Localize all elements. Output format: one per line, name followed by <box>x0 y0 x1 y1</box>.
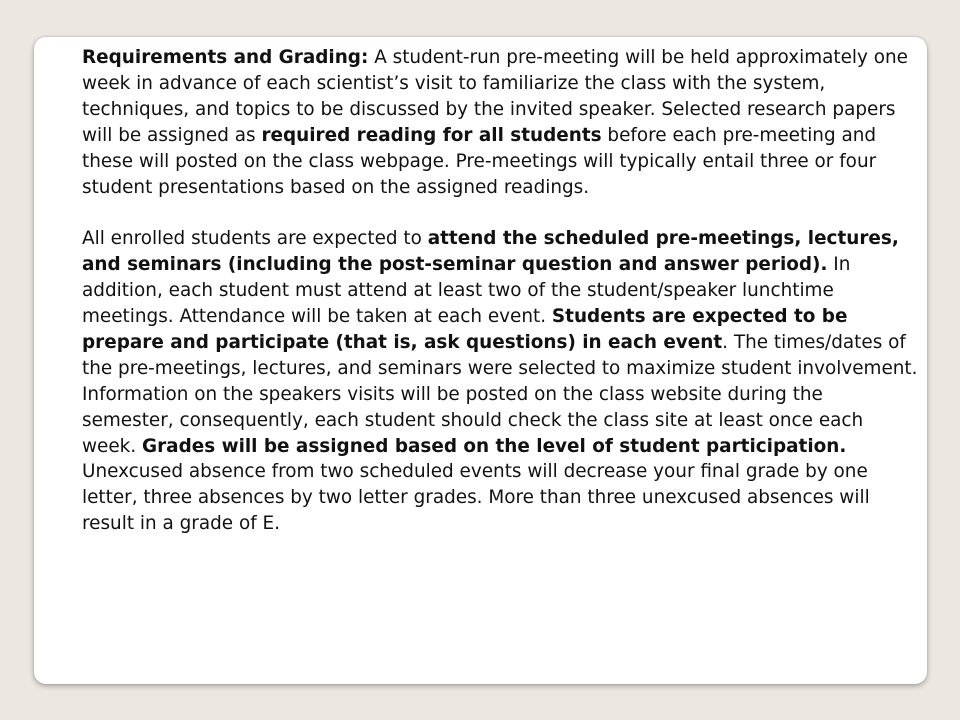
attendance-emphasis: attend the scheduled pre-meetings, lectures, and seminars (including the post-seminar question and answer period). <box>82 228 899 276</box>
paragraph2-text-1: All enrolled students are expected to <box>82 228 428 250</box>
requirements-paragraph <box>82 45 918 200</box>
paragraph1-text-1: A student-run pre-meeting will be held approximately one week in advance of each scientist’s visit to familiarize the class with the system, techniques, and topics to be discussed by the invited speaker. Selected research papers will be assigned as <box>82 47 908 146</box>
attendance-paragraph <box>82 226 918 537</box>
required-reading-emphasis: required reading for all students <box>261 124 602 146</box>
paragraph2-text-2: In addition, each student must attend at least two of the student/speaker lunchtime meetings. Attendance will be taken at each event. <box>82 254 851 328</box>
paragraph1-text-2: before each pre-meeting and these will posted on the class webpage. Pre-meetings will typically entail three or four student presentations based on the assigned readings. <box>82 124 877 198</box>
grading-emphasis: Grades will be assigned based on the level of student participation. <box>142 435 847 457</box>
slide-panel <box>34 37 927 684</box>
paragraph2-text-3: . The times/dates of the pre-meetings, lectures, and seminars were selected to maximize student involvement. Information on the speakers visits will be posted on the class website during the semester, consequently, each student should check the class site at least once each week. <box>82 331 918 457</box>
slide-body-text <box>82 45 918 537</box>
participation-emphasis: Students are expected to be prepare and participate (that is, ask questions) in each event <box>82 306 848 353</box>
paragraph2-text-4: Unexcused absence from two scheduled events will decrease your final grade by one letter, three absences by two letter grades. More than three unexcused absences will result in a grade of E. <box>82 461 870 535</box>
requirements-heading: Requirements and Grading: <box>82 47 369 68</box>
